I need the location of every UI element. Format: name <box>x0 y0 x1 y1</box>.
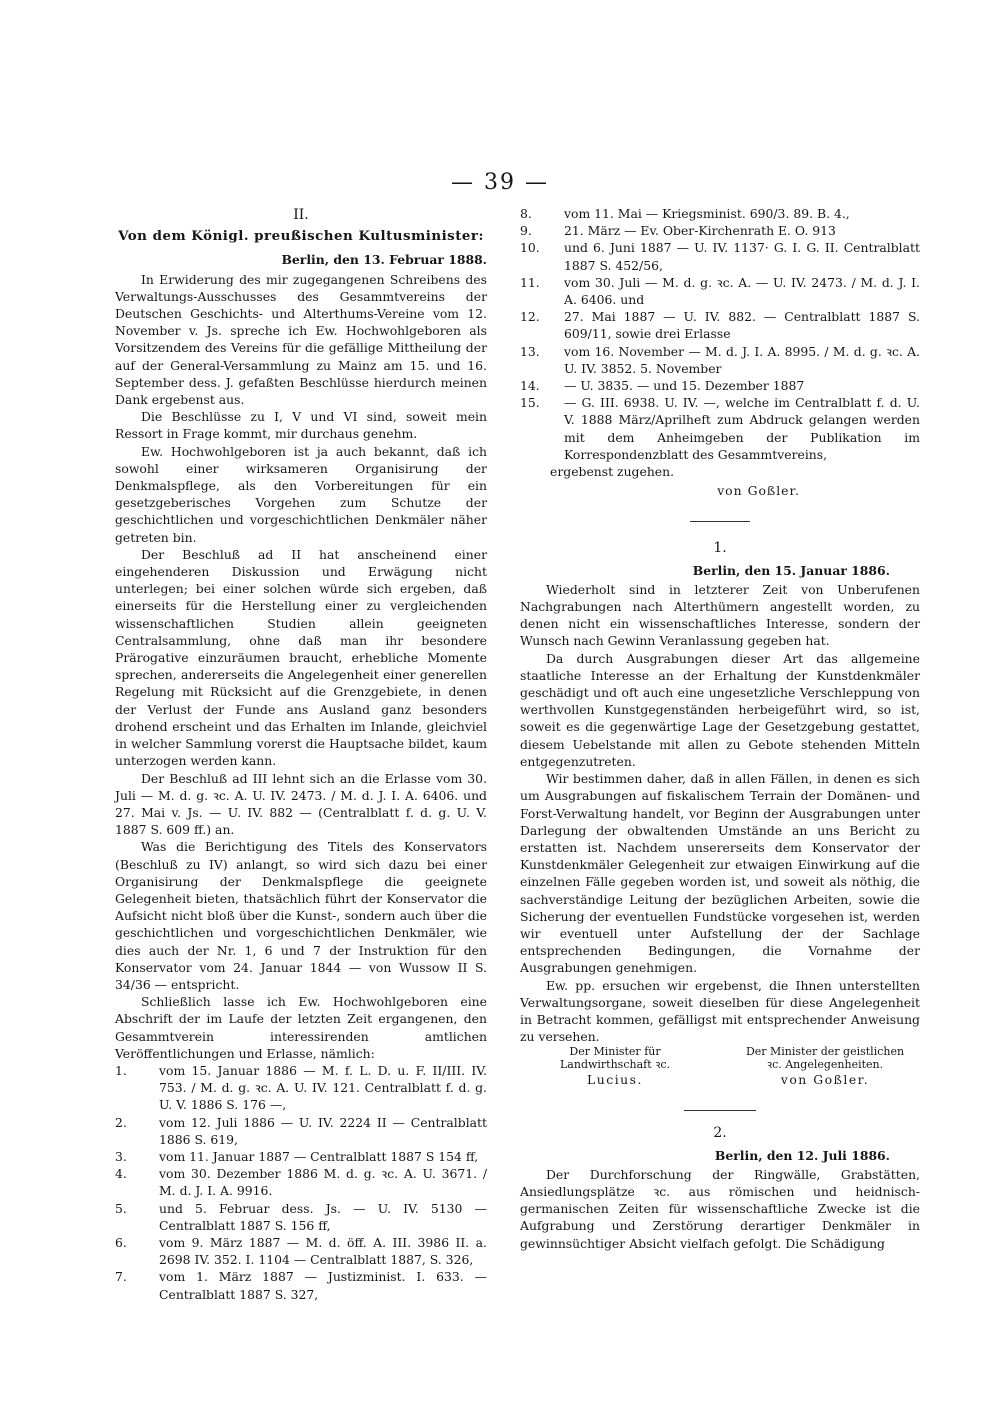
paragraph: Wir bestimmen daher, daß in allen Fällen, in denen es sich um Ausgrabungen auf fiskalischem Terrain der Domänen- und Forst-Verwaltung handelt, vor Beginn der Ausgrabungen unter Darlegung der obwaltenden Umstände an uns Bericht zu erstatten ist. Nachdem unsererseits dem Konservator der Kunstdenkmäler Gelegenheit zur etwaigen Einwirkung auf die einzelnen Fälle gegeben worden ist, und soweit als nöthig, die sachverständige Leitung der bezüglichen Arbeiten, sowie die Sicherung der eventuellen Fundstücke vorgesehen ist, werden wir eventuell unter Aufstellung der der Sachlage entsprechenden Bedingungen, die Vornahme der Ausgrabungen genehmigen. <box>520 771 920 976</box>
list-item <box>520 239 920 273</box>
minister-title: Der Minister für Landwirthschaft ꝛc. <box>560 1045 670 1072</box>
paragraph: In Erwiderung des mir zugegangenen Schreibens des Verwaltungs-Ausschusses des Gesammtvereins der Deutschen Geschichts- und Alterthums-Vereine vom 12. November v. Js. spreche ich Ew. Hochwohlgeboren als Vorsitzendem des Vereins für die gefällige Mittheilung der auf der General-Versammlung zu Mainz am 15. und 16. September dess. J. gefaßten Beschlüsse hierdurch meinen Dank ergebenst aus. <box>115 271 487 408</box>
item-number: 6. <box>115 1234 127 1250</box>
item-text: vom 16. November — M. d. J. I. A. 8995. / M. d. g. ꝛc. A. U. IV. 3852. 5. November <box>564 343 920 376</box>
paragraph: Der Beschluß ad III lehnt sich an die Erlasse vom 30. Juli — M. d. g. ꝛc. A. U. IV. 2473. / M. d. J. I. A. 6406. und 27. Mai v. Js. — U. IV. 882 — (Centralblatt f. d. g. U. V. 1887 S. 609 ff.) an. <box>115 770 487 838</box>
paragraph: Der Beschluß ad II hat anscheinend einer eingehenderen Diskussion und Erwägung nicht unterlegen; bei einer solchen würde sich ergeben, daß einerseits für die Herstellung einer zu vergleichenden wissenschaftlichen Studien allein geeigneten Centralsammlung, ohne daß man ihr besondere Prärogative einzuräumen braucht, erhebliche Momente sprechen, andererseits die Angelegenheit einer generellen Regelung mit Rücksicht auf die Grenzgebiete, in denen der Verlust der Funde ans Ausland ganz besonders drohend erscheint und das Erhalten im Inlande, gleichviel in welcher Sammlung vorerst die Hauptsache bildet, kaum unterzogen werden kann. <box>115 546 487 769</box>
minister-signature-right <box>740 1045 910 1088</box>
item-number: 13. <box>520 343 540 359</box>
item-number: 15. <box>520 395 540 411</box>
item-text: vom 15. Januar 1886 — M. f. L. D. u. F. II/III. IV. 753. / M. d. g. ꝛc. A. U. IV. 121. Centralblatt f. d. g. U. V. 1886 S. 176 —, <box>159 1062 487 1113</box>
paragraph: Die Beschlüsse zu I, V und VI sind, soweit mein Ressort in Frage kommt, mir durchaus genehm. <box>115 409 487 442</box>
dateline: Berlin, den 15. Januar 1886. <box>692 562 890 578</box>
item-text: vom 30. Dezember 1886 M. d. g. ꝛc. A. U. 3671. / M. d. J. I. A. 9916. <box>159 1166 487 1199</box>
signature: von Goßler. <box>717 483 800 499</box>
paragraph: Wiederholt sind in letzterer Zeit von Unberufenen Nachgrabungen nach Alterthümern angestellt worden, zu denen nicht ein wissenschaftliches Interesse, sondern der Wunsch nach Gewinn Veranlassung gegeben hat. <box>520 581 920 649</box>
item-text: und 6. Juni 1887 — U. IV. 1137· G. I. G. II. Centralblatt 1887 S. 452/56, <box>564 240 920 273</box>
item-number: 14. <box>520 378 540 394</box>
minister-name: Lucius. <box>587 1072 643 1088</box>
section-number: II. <box>293 207 309 223</box>
section-heading: Von dem Königl. preußischen Kultusminister: <box>118 228 484 245</box>
list-item <box>115 1148 487 1165</box>
item-text: und 5. Februar dess. Js. — U. IV. 5130 — Centralblatt 1887 S. 156 ff, <box>159 1200 487 1233</box>
closing-line: ergebenst zugehen. <box>550 464 675 480</box>
list-item <box>115 1268 487 1302</box>
item-number: 12. <box>520 309 540 325</box>
dateline: Berlin, den 13. Februar 1888. <box>281 252 487 268</box>
item-number: 2. <box>115 1114 127 1130</box>
item-text: vom 11. Mai — Kriegsminist. 690/3. 89. B. 4., <box>564 206 850 221</box>
item-number: 8. <box>520 206 532 221</box>
section-number: 1. <box>713 540 727 557</box>
minister-signatures <box>520 1045 920 1088</box>
paragraph: Der Durchforschung der Ringwälle, Grabstätten, Ansiedlungsplätze ꝛc. aus römischen und heidnisch-germanischen Zeiten für wissenschaftliche Zwecke ist die Aufgrabung und Zerstörung derartiger Denkmäler in gewinnsüchtiger Absicht vielfach gefolgt. Die Schädigung <box>520 1166 920 1251</box>
list-item <box>115 1165 487 1199</box>
item-text: vom 11. Januar 1887 — Centralblatt 1887 S 154 ff, <box>159 1148 479 1164</box>
item-number: 4. <box>115 1166 127 1182</box>
list-item <box>520 205 920 222</box>
item-number: 3. <box>115 1148 127 1164</box>
list-item <box>115 1200 487 1234</box>
minister-signature-left <box>540 1045 690 1088</box>
list-item <box>520 377 920 394</box>
list-item <box>520 343 920 377</box>
minister-title: Der Minister der geistlichen ꝛc. Angelegenheiten. <box>745 1045 905 1072</box>
item-text: 27. Mai 1887 — U. IV. 882. — Centralblatt 1887 S. 609/11, sowie drei Erlasse <box>564 309 920 342</box>
divider <box>684 1110 756 1111</box>
right-column <box>520 205 920 1252</box>
minister-name: von Goßler. <box>780 1072 870 1088</box>
list-item <box>115 1062 487 1114</box>
item-number: 7. <box>115 1269 127 1285</box>
list-item <box>520 308 920 342</box>
list-item <box>115 1234 487 1268</box>
item-number: 5. <box>115 1200 127 1216</box>
item-text: 21. März — Ev. Ober-Kirchenrath E. O. 913 <box>564 223 836 239</box>
item-number: 11. <box>520 274 540 290</box>
paragraph: Schließlich lasse ich Ew. Hochwohlgeboren eine Abschrift der im Laufe der letzten Zeit ergangenen, den Gesammtverein interessirenden amtlichen Veröffentlichungen und Erlasse, nämlich: <box>115 994 487 1061</box>
item-text: vom 12. Juli 1886 — U. IV. 2224 II — Centralblatt 1886 S. 619, <box>159 1114 487 1147</box>
paragraph: Da durch Ausgrabungen dieser Art das allgemeine staatliche Interesse an der Erhaltung der Kunstdenkmäler geschädigt und oft auch eine ungesetzliche Verschleppung von werthvollen Kunstgegenständen herbeigeführt wird, so ist, soweit es die gegenwärtige Lage der Gesetzgebung gestattet, diesem Uebelstande mit allen zu Gebote stehenden Mitteln entgegenzutreten. <box>520 650 920 769</box>
item-number: 9. <box>520 223 532 239</box>
list-item <box>520 274 920 308</box>
list-item <box>520 394 920 463</box>
list-item <box>520 222 920 239</box>
item-number: 1. <box>115 1062 127 1078</box>
page-number: — 39 — <box>451 170 549 195</box>
item-text: vom 30. Juli — M. d. g. ꝛc. A. — U. IV. 2473. / M. d. J. I. A. 6406. und <box>564 274 920 308</box>
left-column <box>115 205 487 1303</box>
item-text: — U. 3835. — und 15. Dezember 1887 <box>564 378 805 394</box>
item-number: 10. <box>520 240 540 256</box>
item-text: vom 9. März 1887 — M. d. öff. A. III. 3986 II. a. 2698 IV. 352. I. 1104 — Centralblatt 1887, S. 326, <box>159 1234 487 1268</box>
paragraph: Ew. Hochwohlgeboren ist ja auch bekannt, daß ich sowohl einer wirksameren Organisirung der Denkmalspflege, als den Vorbereitungen für ein gesetzgeberisches Vorgehen zum Schutze der geschichtlichen und vorgeschichtlichen Denkmäler näher getreten bin. <box>115 443 487 545</box>
item-text: — G. III. 6938. U. IV. —, welche im Centralblatt f. d. U. V. 1888 März/Aprilheft zum Abdruck gelangen werden mit dem Anheimgeben der Publikation im Korrespondenzblatt des Gesammtvereins, <box>564 395 920 462</box>
divider <box>690 521 750 522</box>
list-item <box>115 1114 487 1148</box>
dateline: Berlin, den 12. Juli 1886. <box>714 1147 890 1163</box>
item-text: vom 1. März 1887 — Justizminist. I. 633. — Centralblatt 1887 S. 327, <box>159 1269 487 1302</box>
paragraph: Was die Berichtigung des Titels des Konservators (Beschluß zu IV) anlangt, so wird sich dazu bei einer Organisirung der Denkmalspflege die geeignete Gelegenheit bieten, thatsächlich führt der Konservator die Aufsicht nicht bloß über die Kunst-, sondern auch über die geschichtlichen und vorgeschichtlichen Denkmäler, wie dies auch der Nr. 1, 6 und 7 der Instruktion für den Konservator vom 24. Januar 1844 — von Wussow II S. 34/36 — entspricht. <box>115 839 487 992</box>
paragraph: Ew. pp. ersuchen wir ergebenst, die Ihnen unterstellten Verwaltungsorgane, soweit dieselben für diese Angelegenheit in Betracht kommen, gefälligst mit entsprechender Anweisung zu versehen. <box>520 977 920 1045</box>
section-number: 2. <box>713 1125 727 1142</box>
